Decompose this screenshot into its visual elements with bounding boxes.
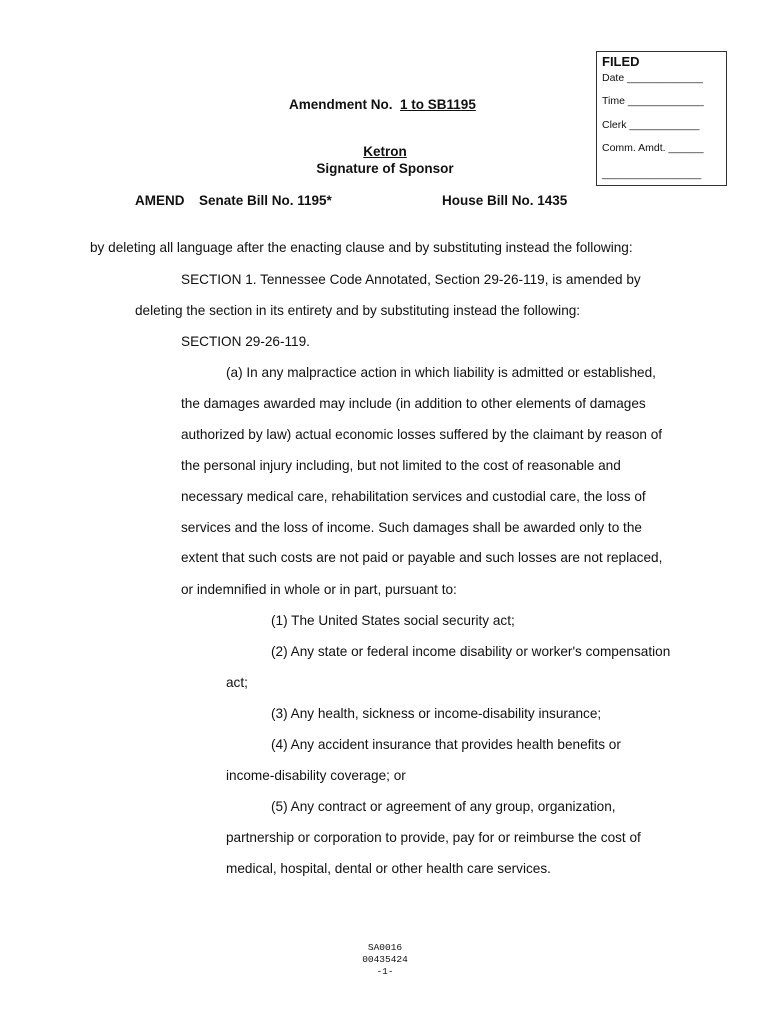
body-line: authorized by law) actual economic losses suffered by the claimant by reason of: [181, 427, 663, 442]
body-line: the damages awarded may include (in addition to other elements of damages: [181, 396, 646, 411]
body-line: medical, hospital, dental or other health care services.: [226, 861, 551, 876]
amend-label: AMEND: [135, 193, 185, 208]
filed-title: FILED: [602, 54, 640, 69]
page-number: -1-: [376, 966, 394, 977]
body-line: services and the loss of income. Such damages shall be awarded only to the: [181, 520, 642, 535]
filed-time: Time _____________: [602, 95, 704, 107]
body-line: income-disability coverage; or: [226, 768, 406, 783]
body-line: partnership or corporation to provide, pay for or reimburse the cost of: [226, 830, 641, 845]
sponsor-label: Signature of Sponsor: [316, 161, 454, 176]
body-line: (2) Any state or federal income disability or worker's compensation: [271, 644, 671, 659]
filed-date: Date _____________: [602, 72, 704, 84]
body-line: (3) Any health, sickness or income-disability insurance;: [271, 706, 602, 721]
house-bill: House Bill No. 1435: [442, 193, 568, 208]
body-line: by deleting all language after the enacting clause and by substituting instead the following:: [90, 240, 633, 255]
sponsor-name: Ketron: [363, 144, 407, 159]
body-line: the personal injury including, but not limited to the cost of reasonable and: [181, 458, 621, 473]
body-line: necessary medical care, rehabilitation services and custodial care, the loss of: [181, 489, 646, 504]
filed-blank-line: _________________: [602, 168, 702, 180]
body-line: (1) The United States social security act;: [271, 613, 515, 628]
footer-code-2: 00435424: [362, 954, 408, 965]
body-line: (5) Any contract or agreement of any group, organization,: [271, 799, 616, 814]
senate-bill: Senate Bill No. 1195*: [199, 193, 332, 208]
amendment-prefix: Amendment No.: [289, 97, 393, 112]
body-line: SECTION 1. Tennessee Code Annotated, Section 29-26-119, is amended by: [181, 272, 641, 287]
footer-code-1: SA0016: [367, 942, 403, 953]
body-line: (a) In any malpractice action in which liability is admitted or established,: [226, 365, 656, 380]
filed-clerk: Clerk ____________: [602, 119, 700, 131]
body-line: act;: [226, 675, 248, 690]
body-line: or indemnified in whole or in part, pursuant to:: [181, 582, 457, 597]
body-line: (4) Any accident insurance that provides health benefits or: [271, 737, 621, 752]
amendment-title: [289, 97, 476, 112]
body-line: SECTION 29-26-119.: [181, 334, 310, 349]
body-line: extent that such costs are not paid or payable and such losses are not replaced,: [181, 550, 663, 565]
amendment-number: 1 to SB1195: [400, 97, 476, 112]
filed-comm-amdt: Comm. Amdt. ______: [602, 142, 704, 154]
body-line: deleting the section in its entirety and by substituting instead the following:: [135, 303, 581, 318]
